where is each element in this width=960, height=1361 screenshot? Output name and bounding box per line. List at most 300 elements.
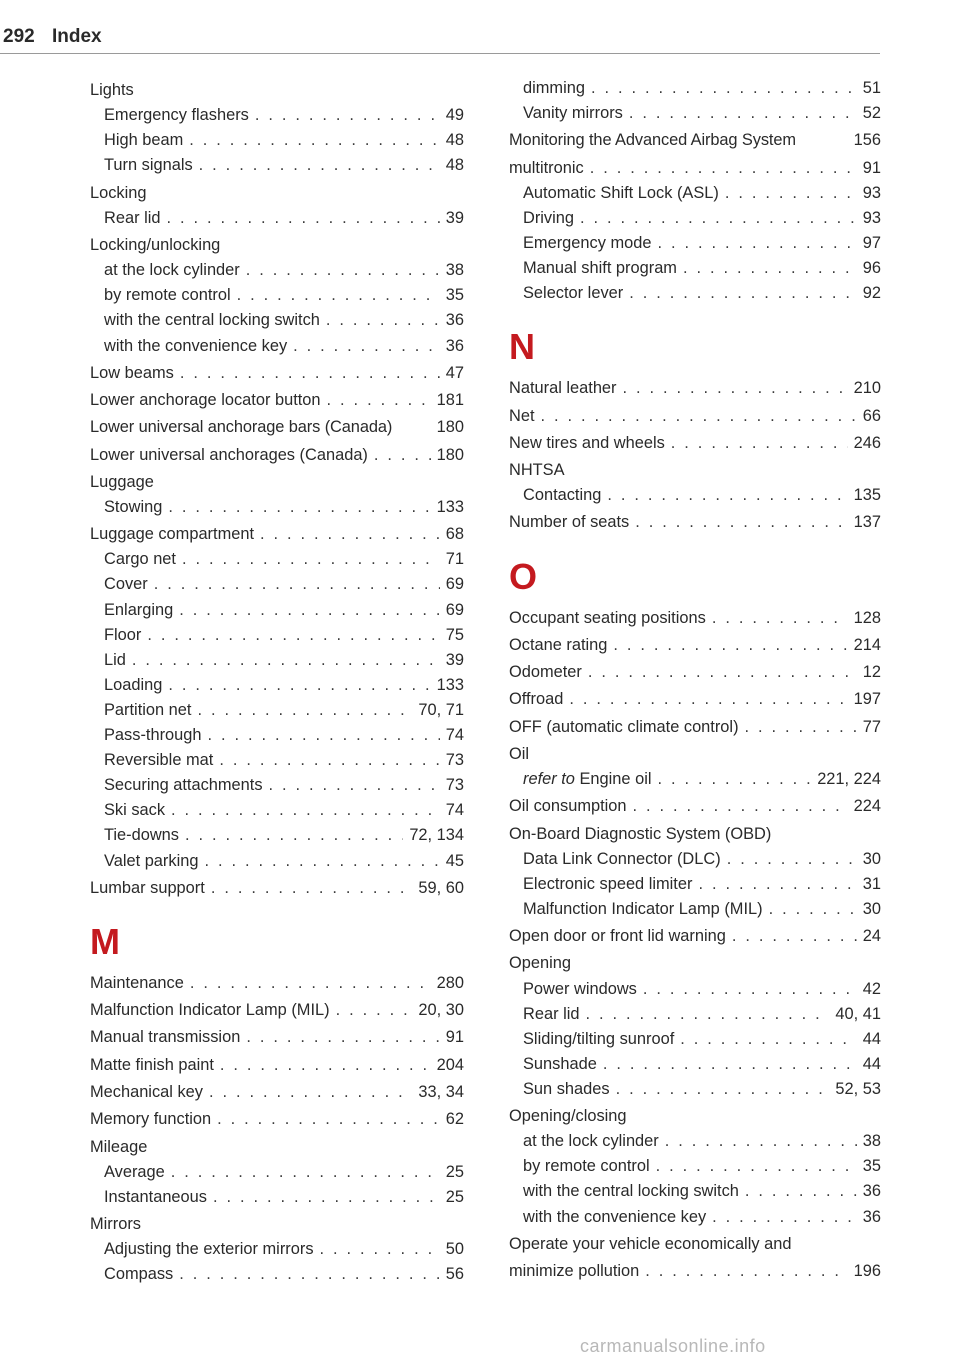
dot-leader: [590, 156, 857, 181]
dot-leader: [603, 1052, 857, 1077]
page-title: Index: [52, 26, 102, 47]
entry-text: Open door or front lid warning: [509, 927, 726, 946]
entry-text: Maintenance: [90, 973, 184, 992]
dot-leader: [209, 1080, 412, 1105]
dot-leader: [671, 431, 848, 456]
dot-leader: [199, 153, 440, 178]
entry-page-ref: 73: [445, 776, 464, 795]
dot-leader: [246, 1025, 439, 1050]
entry-page-ref: 40, 41: [835, 1004, 881, 1023]
index-subentry: [509, 181, 881, 206]
index-entry: [509, 794, 881, 819]
entry-page-ref: 221, 224: [817, 770, 881, 789]
page-number: 292: [3, 26, 35, 47]
entry-page-ref: 180: [436, 445, 464, 464]
index-subentry: [90, 258, 464, 283]
entry-text: Occupant seating positions: [509, 608, 706, 627]
entry-text: Locking/unlocking: [90, 236, 221, 255]
index-entry: [90, 181, 464, 206]
entry-text: Securing attachments: [104, 776, 263, 795]
index-entry: [90, 388, 464, 413]
entry-text: Monitoring the Advanced Airbag System: [509, 131, 796, 150]
dot-leader: [213, 1185, 440, 1210]
entry-text: Luggage compartment: [90, 525, 255, 544]
entry-text: Low beams: [90, 363, 174, 382]
index-subentry: [509, 1154, 881, 1179]
entry-text: Mechanical key: [90, 1083, 203, 1101]
entry-text: Number of seats: [509, 513, 630, 532]
entry-page-ref: 39: [445, 650, 464, 669]
entry-page-ref: 20, 30: [418, 1001, 464, 1020]
entry-text: Lower anchorage locator button: [90, 391, 321, 410]
index-subentry: [509, 872, 881, 897]
index-column-left: [90, 76, 464, 1287]
entry-text: Offroad: [509, 690, 564, 709]
index-entry: [90, 78, 464, 103]
entry-page-ref: 92: [862, 284, 881, 303]
entry-text: Partition net: [104, 700, 192, 719]
entry-page-ref: 44: [862, 1029, 881, 1048]
entry-text: at the lock cylinder: [523, 1132, 659, 1151]
dot-leader: [220, 1053, 431, 1078]
entry-text: Rear lid: [523, 1004, 580, 1023]
dot-leader: [204, 849, 439, 874]
index-entry: [509, 376, 881, 401]
index-entry: [509, 404, 881, 429]
index-entry: [509, 687, 881, 712]
entry-page-ref: 73: [445, 751, 464, 770]
entry-text: Lights: [90, 81, 134, 100]
entry-text: with the central locking switch: [104, 311, 320, 330]
entry-page-ref: 69: [445, 600, 464, 619]
index-subentry: [509, 231, 881, 256]
dot-leader: [585, 1002, 829, 1027]
index-entry: [509, 715, 881, 740]
index-subentry: [509, 483, 881, 508]
dot-leader: [147, 623, 439, 648]
entry-text: Malfunction Indicator Lamp (MIL): [90, 1001, 330, 1020]
entry-text: Driving: [523, 208, 575, 227]
dot-leader: [635, 510, 847, 535]
entry-page-ref: 246: [853, 433, 881, 452]
dot-leader: [189, 128, 440, 153]
index-subentry: [90, 495, 464, 520]
index-subentry: [509, 1077, 881, 1102]
index-subentry: [509, 1002, 881, 1027]
dot-leader: [541, 404, 857, 429]
dot-leader: [727, 847, 857, 872]
entry-text: with the convenience key: [104, 336, 288, 355]
index-subentry: [90, 128, 464, 153]
entry-text: Turn signals: [104, 156, 193, 175]
entry-page-ref: 70, 71: [418, 700, 464, 719]
dot-leader: [658, 767, 812, 792]
index-subentry: [509, 767, 881, 792]
index-entry: [509, 431, 881, 456]
index-entry: [509, 1104, 881, 1129]
index-subentry: [90, 849, 464, 874]
entry-text: Adjusting the exterior mirrors: [104, 1240, 314, 1259]
index-entry: [90, 876, 464, 901]
entry-page-ref: 56: [445, 1265, 464, 1284]
index-subentry: [509, 897, 881, 922]
entry-page-ref: 45: [445, 851, 464, 870]
index-subentry: [90, 572, 464, 597]
index-entry: [90, 522, 464, 547]
entry-page-ref: 181: [436, 391, 464, 410]
entry-page-ref: 74: [445, 726, 464, 745]
dot-leader: [190, 971, 431, 996]
index-subentry: [509, 1179, 881, 1204]
index-subentry: [90, 547, 464, 572]
entry-page-ref: 36: [862, 1207, 881, 1226]
entry-text: with the central locking switch: [523, 1182, 739, 1201]
dot-leader: [680, 1027, 857, 1052]
dot-leader: [623, 376, 848, 401]
entry-text: Sliding/tilting sunroof: [523, 1029, 675, 1048]
index-subentry: [90, 103, 464, 128]
entry-text: Octane rating: [509, 635, 608, 654]
index-subentry: [509, 1205, 881, 1230]
entry-page-ref: 210: [853, 379, 881, 398]
entry-text: Automatic Shift Lock (ASL): [523, 183, 719, 202]
entry-page-ref: 133: [436, 498, 464, 516]
index-entry: [90, 470, 464, 495]
dot-leader: [293, 334, 440, 359]
entry-text: Valet parking: [104, 851, 199, 870]
entry-text: Instantaneous: [104, 1187, 207, 1206]
index-entry: [90, 443, 464, 468]
section-letter-n: N: [509, 326, 535, 368]
index-entry: [90, 1135, 464, 1160]
entry-text: [523, 767, 652, 792]
entry-page-ref: 180: [436, 418, 464, 437]
entry-page-ref: 30: [862, 849, 881, 868]
entry-text: New tires and wheels: [509, 433, 665, 452]
entry-text: Manual shift program: [523, 259, 677, 278]
entry-text: Sunshade: [523, 1054, 597, 1073]
entry-page-ref: 214: [853, 635, 881, 654]
entry-text: On-Board Diagnostic System (OBD): [509, 824, 772, 843]
entry-page-ref: 51: [862, 79, 881, 97]
entry-text: Net: [509, 406, 535, 425]
dot-leader: [217, 1107, 440, 1132]
index-entry: [90, 1212, 464, 1237]
index-entry: [509, 822, 881, 847]
entry-page-ref: 204: [436, 1055, 464, 1074]
entry-page-ref: 47: [445, 363, 464, 382]
index-entry: [90, 1107, 464, 1132]
index-entry: [90, 361, 464, 386]
entry-text: Loading: [104, 675, 163, 694]
index-subentry: [90, 283, 464, 308]
entry-page-ref: 71: [445, 550, 464, 569]
dot-leader: [246, 258, 440, 283]
entry-page-ref: 39: [445, 208, 464, 227]
index-entry: [509, 156, 881, 181]
dot-leader: [665, 1129, 857, 1154]
index-subentry: [90, 623, 464, 648]
index-entry: [509, 924, 881, 949]
entry-text: Contacting: [523, 486, 602, 505]
dot-leader: [255, 103, 440, 128]
entry-text: Sun shades: [523, 1079, 610, 1098]
entry-text: Memory function: [90, 1110, 212, 1129]
dot-leader: [769, 897, 857, 922]
dot-leader: [154, 572, 440, 597]
dot-leader: [657, 231, 856, 256]
dot-leader: [179, 598, 440, 623]
dot-leader: [683, 256, 857, 281]
index-column-right: [509, 76, 881, 1284]
index-subentry: [90, 1262, 464, 1287]
index-entry: [509, 606, 881, 631]
index-subentry: [509, 1129, 881, 1154]
entry-page-ref: 133: [436, 675, 464, 694]
entry-text: Malfunction Indicator Lamp (MIL): [523, 899, 763, 918]
entry-text: with the convenience key: [523, 1207, 707, 1226]
entry-text: Cover: [104, 575, 148, 594]
entry-text: Odometer: [509, 663, 582, 682]
index-subentry: [509, 101, 881, 126]
entry-text: Compass: [104, 1265, 174, 1284]
dot-leader: [712, 606, 848, 631]
dot-leader: [745, 1179, 857, 1204]
index-entry: [90, 1025, 464, 1050]
entry-page-ref: 44: [862, 1054, 881, 1073]
index-subentry: [509, 76, 881, 101]
entry-text: Emergency mode: [523, 233, 652, 252]
entry-text: by remote control: [104, 286, 231, 305]
index-entry: [509, 1259, 881, 1284]
entry-text: Luggage: [90, 472, 154, 491]
dot-leader: [336, 998, 413, 1023]
entry-text: Emergency flashers: [104, 106, 249, 125]
index-subentry: [90, 648, 464, 673]
index-subentry: [509, 1027, 881, 1052]
entry-page-ref: 38: [445, 261, 464, 280]
dot-leader: [171, 798, 440, 823]
dot-leader: [374, 443, 431, 468]
index-entry: [509, 633, 881, 658]
entry-page-ref: 97: [862, 233, 881, 252]
index-subentry: [90, 153, 464, 178]
entry-page-ref: 196: [853, 1262, 881, 1281]
entry-page-ref: 35: [862, 1157, 881, 1176]
index-entry: [509, 742, 881, 767]
dot-leader: [260, 522, 440, 547]
entry-text: multitronic: [509, 158, 584, 177]
entry-text: Reversible mat: [104, 751, 214, 770]
entry-page-ref: 36: [445, 336, 464, 355]
entry-text: Matte finish paint: [90, 1055, 214, 1074]
index-subentry: [90, 798, 464, 823]
entry-text: Cargo net: [104, 550, 176, 569]
dot-leader: [320, 1237, 440, 1262]
entry-page-ref: 36: [445, 311, 464, 330]
entry-page-ref: 93: [862, 183, 881, 202]
entry-page-ref: 62: [445, 1110, 464, 1129]
index-subentry: [90, 308, 464, 333]
entry-page-ref: 33, 34: [418, 1083, 464, 1101]
dot-leader: [326, 308, 440, 333]
index-subentry: [90, 673, 464, 698]
index-subentry: [90, 1237, 464, 1262]
dot-leader: [745, 715, 857, 740]
entry-text: Ski sack: [104, 801, 166, 820]
entry-page-ref: 77: [862, 717, 881, 736]
dot-leader: [132, 648, 440, 673]
entry-page-ref: 75: [445, 625, 464, 644]
entry-page-ref: 96: [862, 259, 881, 278]
entry-page-ref: 59, 60: [418, 878, 464, 897]
entry-page-ref: 93: [862, 208, 881, 227]
page-header: [0, 22, 880, 54]
entry-page-ref: 36: [862, 1182, 881, 1201]
dot-leader: [645, 1259, 847, 1284]
index-subentry: [90, 1185, 464, 1210]
index-subentry: [509, 977, 881, 1002]
entry-page-ref: 25: [445, 1187, 464, 1206]
entry-page-ref: 224: [853, 797, 881, 816]
entry-text: Electronic speed limiter: [523, 874, 693, 893]
entry-page-ref: 38: [862, 1132, 881, 1151]
entry-text: Mirrors: [90, 1215, 141, 1234]
index-subentry: [90, 598, 464, 623]
index-entry: [90, 971, 464, 996]
entry-text: Rear lid: [104, 208, 161, 227]
index-entry: [90, 998, 464, 1023]
entry-page-ref: 12: [862, 663, 881, 682]
entry-page-ref: 91: [445, 1028, 464, 1047]
dot-leader: [607, 483, 847, 508]
entry-text: by remote control: [523, 1157, 650, 1176]
entry-text: Lower universal anchorages (Canada): [90, 445, 368, 464]
entry-page-ref: 197: [853, 690, 881, 709]
dot-leader: [616, 1077, 830, 1102]
index-subentry: [90, 748, 464, 773]
entry-page-ref: 30: [862, 899, 881, 918]
header-divider: [0, 53, 880, 54]
entry-page-ref: 48: [445, 156, 464, 175]
entry-text: Opening/closing: [509, 1107, 627, 1126]
entry-page-ref: 24: [862, 927, 881, 946]
section-letter-m: M: [90, 920, 120, 962]
dot-leader: [208, 723, 440, 748]
entry-page-ref: 52: [862, 104, 881, 123]
dot-leader: [569, 687, 847, 712]
entry-page-ref: 31: [862, 874, 881, 893]
entry-text: Power windows: [523, 979, 637, 998]
entry-see-target: Engine oil: [579, 770, 652, 789]
entry-text: minimize pollution: [509, 1262, 640, 1281]
dot-leader: [211, 876, 413, 901]
entry-text: Manual transmission: [90, 1028, 241, 1047]
watermark: carmanualsonline.info: [580, 1336, 766, 1356]
dot-leader: [180, 361, 440, 386]
index-subentry: [90, 723, 464, 748]
entry-text: Oil consumption: [509, 797, 627, 816]
entry-text: Lower universal anchorage bars (Canada): [90, 418, 393, 437]
entry-text: High beam: [104, 131, 184, 150]
dot-leader: [732, 924, 857, 949]
entry-text: Opening: [509, 954, 571, 973]
dot-leader: [185, 823, 403, 848]
dot-leader: [698, 872, 856, 897]
dot-leader: [656, 1154, 857, 1179]
index-subentry: [509, 847, 881, 872]
dot-leader: [629, 281, 857, 306]
index-entry: [509, 660, 881, 685]
index-entry: [509, 1232, 881, 1257]
index-subentry: [509, 206, 881, 231]
entry-page-ref: 68: [445, 525, 464, 544]
dot-leader: [197, 698, 412, 723]
dot-leader: [591, 76, 857, 101]
index-entry: [90, 415, 464, 440]
index-entry: [90, 233, 464, 258]
entry-page-ref: 69: [445, 575, 464, 594]
entry-page-ref: 49: [445, 106, 464, 125]
index-entry: [509, 951, 881, 976]
index-entry: [509, 128, 881, 153]
entry-text: OFF (automatic climate control): [509, 717, 739, 736]
entry-text: Natural leather: [509, 379, 617, 398]
index-subentry: [509, 281, 881, 306]
entry-page-ref: 280: [436, 973, 464, 992]
entry-page-ref: 25: [445, 1162, 464, 1181]
entry-text: Mileage: [90, 1137, 148, 1156]
entry-page-ref: 156: [853, 131, 881, 150]
entry-text: Operate your vehicle economically and: [509, 1234, 792, 1253]
entry-text: Locking: [90, 183, 147, 202]
entry-text: Vanity mirrors: [523, 104, 623, 123]
dot-leader: [269, 773, 440, 798]
dot-leader: [171, 1160, 440, 1185]
index-subentry: [509, 256, 881, 281]
dot-leader: [643, 977, 857, 1002]
entry-text: Lumbar support: [90, 878, 205, 897]
entry-text: NHTSA: [509, 461, 565, 480]
index-subentry: [90, 206, 464, 231]
entry-text: Enlarging: [104, 600, 174, 619]
dot-leader: [588, 660, 857, 685]
entry-text: Floor: [104, 625, 142, 644]
dot-leader: [725, 181, 857, 206]
entry-text: Selector lever: [523, 284, 624, 303]
index-entry: [509, 510, 881, 535]
entry-text: Lid: [104, 650, 126, 669]
dot-leader: [327, 388, 431, 413]
entry-page-ref: 72, 134: [409, 826, 464, 845]
dot-leader: [168, 495, 430, 520]
entry-see-prefix: refer to: [523, 770, 575, 789]
section-letter-o: O: [509, 555, 538, 597]
dot-leader: [629, 101, 857, 126]
dot-leader: [237, 283, 440, 308]
entry-text: dimming: [523, 79, 585, 97]
entry-page-ref: 48: [445, 131, 464, 150]
dot-leader: [168, 673, 430, 698]
entry-page-ref: 135: [853, 486, 881, 505]
entry-text: at the lock cylinder: [104, 261, 240, 280]
entry-page-ref: 50: [445, 1240, 464, 1259]
entry-page-ref: 128: [853, 608, 881, 627]
entry-text: Stowing: [104, 498, 163, 516]
dot-leader: [580, 206, 857, 231]
index-subentry: [90, 1160, 464, 1185]
dot-leader: [633, 794, 848, 819]
